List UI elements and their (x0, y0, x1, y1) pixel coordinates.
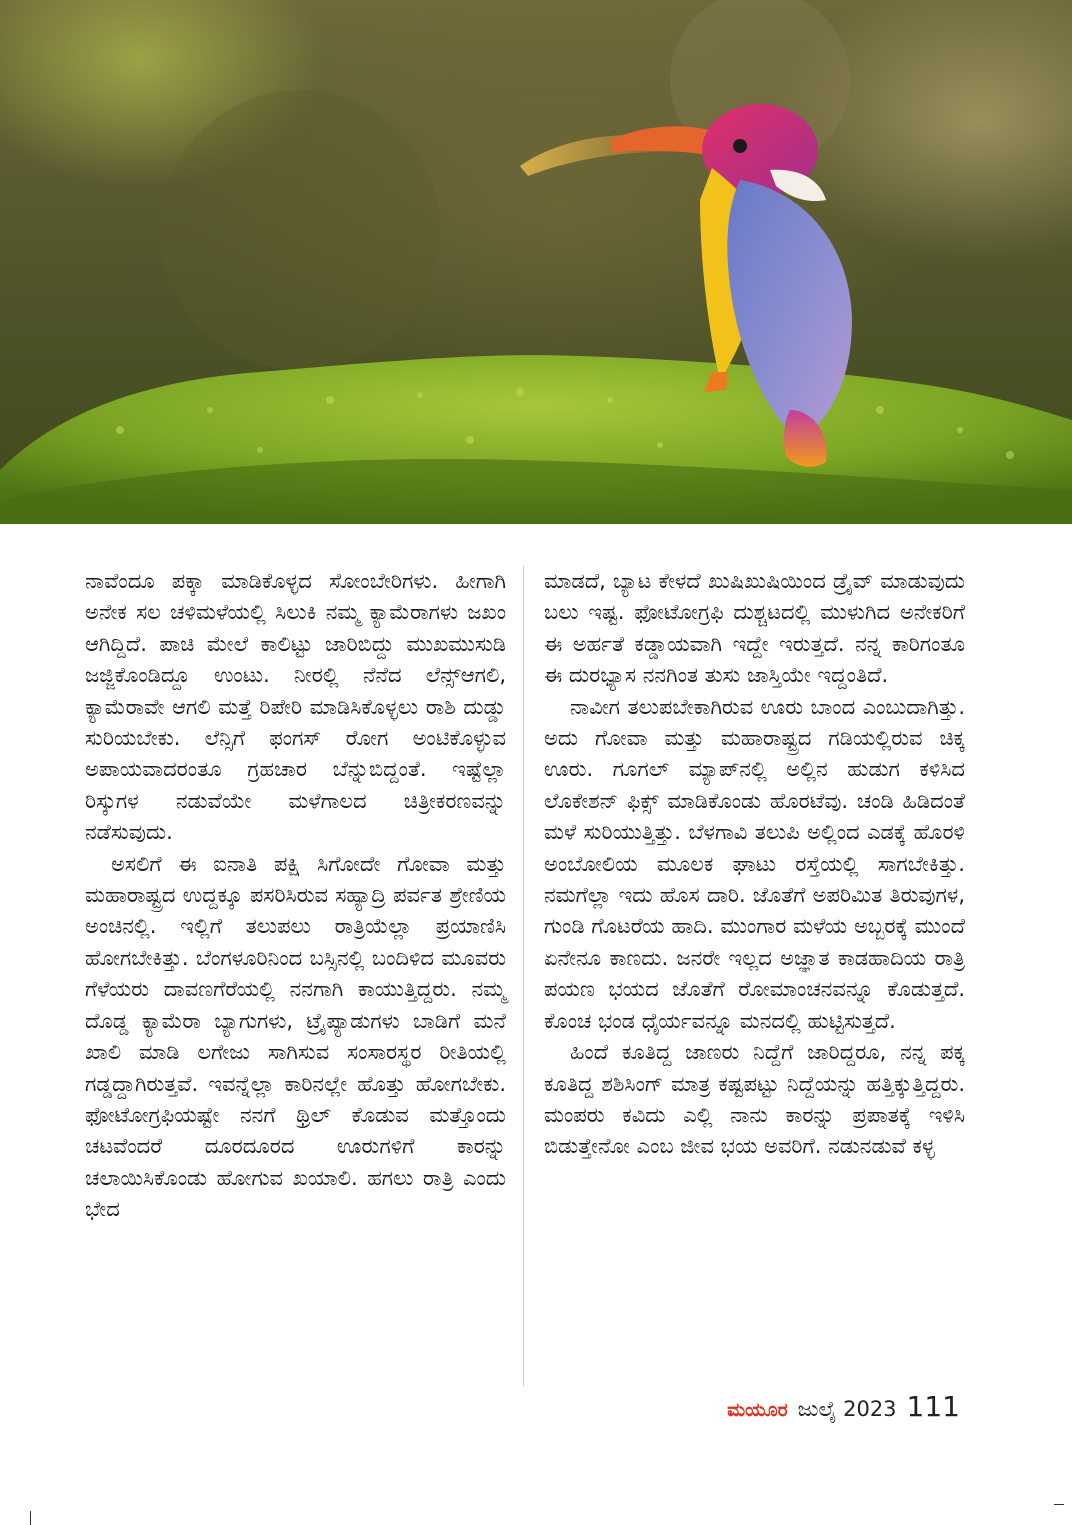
paragraph: ಹಿಂದೆ ಕೂತಿದ್ದ ಜಾಣರು ನಿದ್ದೆಗೆ ಜಾರಿದ್ದರೂ, ನನ್ನ ಪಕ್ಕ ಕೂತಿದ್ದ ಶಶಿಸಿಂಗ್ ಮಾತ್ರ ಕಷ್ಟಪಟ್ಟು ನಿದ್ದೆಯನ್ನು ಹತ್ತಿಕ್ಕುತ್ತಿದ್ದರು. ಮಂಪರು ಕವಿದು ಎಲ್ಲಿ ನಾನು ಕಾರನ್ನು ಪ್ರಪಾತಕ್ಕೆ ಇಳಿಸಿ ಬಿಡುತ್ತೇನೋ ಎಂಬ ಜೀವ ಭಯ ಅವರಿಗೆ. ನಡುನಡುವೆ ಕಳ್ಳ (544, 1040, 965, 1159)
crop-mark-bottom-left (30, 1511, 31, 1525)
paragraph: ಮಾಡದೆ, ಬ್ಯಾಟ ಕೇಳದೆ ಖುಷಿಖುಷಿಯಿಂದ ಡ್ರೈವ್ ಮಾಡುವುದು ಬಲು ಇಷ್ಟ. ಫೋಟೋಗ್ರಫಿ ದುಶ್ಚಟದಲ್ಲಿ ಮುಳುಗಿದ ಅನೇಕರಿಗೆ ಈ ಅರ್ಹತೆ ಕಡ್ಡಾಯವಾಗಿ ಇದ್ದೇ ಇರುತ್ತದೆ. ನನ್ನ ಕಾರಿಗಂತೂ ಈ ದುರಭ್ಯಾಸ ನನಗಿಂತ ತುಸು ಜಾಸ್ತಿಯೇ ಇದ್ದಂತಿದೆ. (544, 569, 965, 688)
article-column-left (85, 566, 506, 1226)
article-column-right (544, 566, 965, 1163)
paragraph: ಅಸಲಿಗೆ ಈ ಐನಾತಿ ಪಕ್ಷಿ ಸಿಗೋದೇ ಗೋವಾ ಮತ್ತು ಮಹಾರಾಷ್ಟ್ರದ ಉದ್ದಕ್ಕೂ ಪಸರಿಸಿರುವ ಸಹ್ಯಾದ್ರಿ ಪರ್ವತ ಶ್ರೇಣಿಯ ಅಂಚಿನಲ್ಲಿ. ಇಲ್ಲಿಗೆ ತಲುಪಲು ರಾತ್ರಿಯೆಲ್ಲಾ ಪ್ರಯಾಣಿಸಿ ಹೋಗಬೇಕಿತ್ತು. ಬೆಂಗಳೂರಿನಿಂದ ಬಸ್ಸಿನಲ್ಲಿ ಬಂದಿಳಿದ ಮೂವರು ಗೆಳೆಯರು ದಾವಣಗೆರೆಯಲ್ಲಿ ನನಗಾಗಿ ಕಾಯುತ್ತಿದ್ದರು. ನಮ್ಮ ದೊಡ್ಡ ಕ್ಯಾಮೆರಾ ಬ್ಯಾಗುಗಳು, ಟ್ರೈಪ್ಯಾಡುಗಳು ಬಾಡಿಗೆ ಮನೆ ಖಾಲಿ ಮಾಡಿ ಲಗೇಜು ಸಾಗಿಸುವ ಸಂಸಾರಸ್ಥರ ರೀತಿಯಲ್ಲಿ ಗಡ್ಡದ್ದಾಗಿರುತ್ತವೆ. ಇವನ್ನೆಲ್ಲಾ ಕಾರಿನಲ್ಲೇ ಹೊತ್ತು ಹೋಗಬೇಕು. ಫೋಟೋಗ್ರಫಿಯಷ್ಟೇ ನನಗೆ ಥ್ರಿಲ್ ಕೊಡುವ ಮತ್ತೊಂದು ಚಟವೆಂದರೆ ದೂರದೂರದ ಊರುಗಳಿಗೆ ಕಾರನ್ನು ಚಲಾಯಿಸಿಕೊಂಡು ಹೋಗುವ ಖಯಾಲಿ. ಹಗಲು ರಾತ್ರಿ ಎಂದು ಭೇದ (85, 851, 506, 1222)
paragraph: ನಾವೀಗ ತಲುಪಬೇಕಾಗಿರುವ ಊರು ಬಾಂದ ಎಂಬುದಾಗಿತ್ತು. ಅದು ಗೋವಾ ಮತ್ತು ಮಹಾರಾಷ್ಟ್ರದ ಗಡಿಯಲ್ಲಿರುವ ಚಿಕ್ಕ ಊರು. ಗೂಗಲ್ ಮ್ಯಾಪ್‌ನಲ್ಲಿ ಅಲ್ಲಿನ ಹುಡುಗ ಕಳಿಸಿದ ಲೊಕೇಶನ್ ಫಿಕ್ಸ್ ಮಾಡಿಕೊಂಡು ಹೊರಟೆವು. ಚಂಡಿ ಹಿಡಿದಂತೆ ಮಳೆ ಸುರಿಯುತ್ತಿತ್ತು. ಬೆಳಗಾವಿ ತಲುಪಿ ಅಲ್ಲಿಂದ ಎಡಕ್ಕೆ ಹೊರಳಿ ಅಂಬೋಲಿಯ ಮೂಲಕ ಘಾಟು ರಸ್ತೆಯಲ್ಲಿ ಸಾಗಬೇಕಿತ್ತು. ನಮಗೆಲ್ಲಾ ಇದು ಹೊಸ ದಾರಿ. ಜೊತೆಗೆ ಅಪರಿಮಿತ ತಿರುವುಗಳ, ಗುಂಡಿ ಗೊಟರೆಯ ಹಾದಿ. ಮುಂಗಾರ ಮಳೆಯ ಅಬ್ಬರಕ್ಕೆ ಮುಂದೆ ಏನೇನೂ ಕಾಣದು. ಜನರೇ ಇಲ್ಲದ ಅಜ್ಞಾತ ಕಾಡಹಾದಿಯ ರಾತ್ರಿ ಪಯಣ ಭಯದ ಜೊತೆಗೆ ರೋಮಾಂಚನವನ್ನೂ ಕೊಡುತ್ತದೆ. ಕೊಂಚ ಭಂಡ ಧೈರ್ಯವನ್ನೂ ಮನದಲ್ಲಿ ಹುಟ್ಟಿಸುತ್ತದೆ. (544, 694, 965, 1033)
page-number: 111 (906, 1390, 960, 1423)
magazine-brand: ಮಯೂರ (727, 1399, 788, 1421)
paragraph: ನಾವೆಂದೂ ಪಕ್ಕಾ ಮಾಡಿಕೊಳ್ಳದ ಸೋಂಬೇರಿಗಳು. ಹೀಗಾಗಿ ಅನೇಕ ಸಲ ಚಳಿಮಳೆಯಲ್ಲಿ ಸಿಲುಕಿ ನಮ್ಮ ಕ್ಯಾಮೆರಾಗಳು ಜಖಂ ಆಗಿದ್ದಿದೆ. ಪಾಚಿ ಮೇಲೆ ಕಾಲಿಟ್ಟು ಜಾರಿಬಿದ್ದು ಮುಖಮುಸುಡಿ ಜಜ್ಜಿಕೊಂಡಿದ್ದೂ ಉಂಟು. ನೀರಲ್ಲಿ ನೆನೆದ ಲೆನ್ಸ್‌ಆಗಲಿ, ಕ್ಯಾಮೆರಾವೇ ಆಗಲಿ ಮತ್ತೆ ರಿಪೇರಿ ಮಾಡಿಸಿಕೊಳ್ಳಲು ರಾಶಿ ದುಡ್ಡು ಸುರಿಯಬೇಕು. ಲೆನ್ಸಿಗೆ ಫಂಗಸ್ ರೋಗ ಅಂಟಿಕೊಳ್ಳುವ ಅಪಾಯವಾದರಂತೂ ಗ್ರಹಚಾರ ಬೆನ್ನುಬಿದ್ದಂತೆ. ಇಷ್ಟೆಲ್ಲಾ ರಿಸ್ಕುಗಳ ನಡುವೆಯೇ ಮಳೆಗಾಲದ ಚಿತ್ರೀಕರಣವನ್ನು ನಡೆಸುವುದು. (85, 569, 506, 845)
kingfisher-photo (0, 0, 1072, 524)
column-divider (523, 566, 524, 1386)
issue-date: ಜುಲೈ 2023 (797, 1397, 897, 1421)
kingfisher-illustration (0, 0, 1072, 524)
page-footer (727, 1390, 960, 1423)
crop-mark-bottom-right (1054, 1504, 1064, 1505)
